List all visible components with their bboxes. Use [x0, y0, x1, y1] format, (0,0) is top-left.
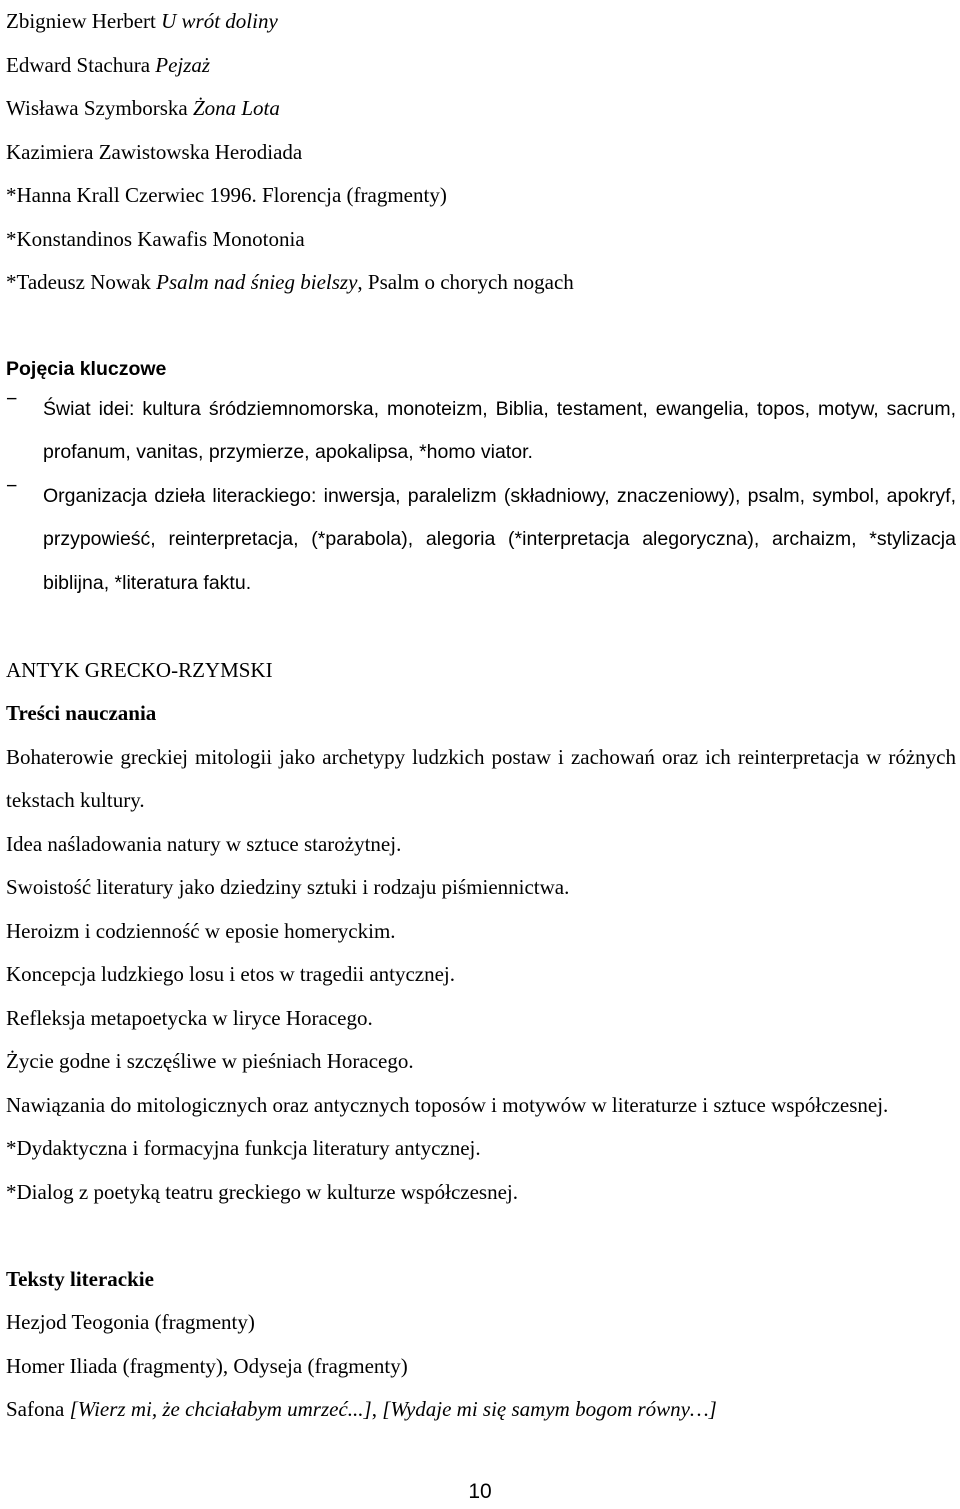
- work-title: Żona Lota: [192, 96, 280, 120]
- reading-item: [6, 87, 956, 131]
- work-title: U wrót doliny: [161, 9, 278, 33]
- work-title: [Wierz mi, że chciałabym umrzeć...]: [69, 1397, 372, 1421]
- reading-item: [6, 131, 956, 175]
- work-title-rest: , Psalm o chorych nogach: [357, 270, 574, 294]
- concept-text: Organizacja dzieła literackiego: inwersja, paralelizm (składniowy, znaczeniowy), psalm, symbol, apokryf, przypowieść, reinterpretacja, (*parabola), alegoria (*interpretacja alegoryczna), archaizm, *stylizacja biblijna, *literatura faktu.: [43, 484, 956, 594]
- work-title: Psalm nad śnieg bielszy: [156, 270, 358, 294]
- content-paragraph: *Dialog z poetyką teatru greckiego w kulturze współczesnej.: [6, 1179, 518, 1204]
- content-paragraph: Swoistość literatury jako dziedziny sztuki i rodzaju piśmiennictwa.: [6, 875, 570, 899]
- content-paragraph: Koncepcja ludzkiego losu i etos w tragedii antycznej.: [6, 962, 456, 986]
- content-paragraph: Nawiązania do mitologicznych oraz antycznych toposów i motywów w literaturze i sztuce współczesnej.: [6, 1092, 889, 1117]
- separator: ,: [371, 1397, 383, 1421]
- content-paragraph: Życie godne i szczęśliwe w pieśniach Horacego.: [6, 1049, 414, 1073]
- section-heading-tresci: Treści nauczania: [6, 701, 157, 725]
- section-heading-teksty: Teksty literackie: [6, 1266, 154, 1291]
- document-page: [6, 0, 956, 1432]
- reading-item: [6, 44, 956, 88]
- page-number: 10: [468, 1480, 492, 1503]
- author-name: *Konstandinos Kawafis Monotonia: [6, 226, 305, 251]
- content-paragraph: Heroizm i codzienność w eposie homeryckim.: [6, 918, 396, 943]
- author-name: *Hanna Krall Czerwiec 1996. Florencja (fragmenty): [6, 183, 447, 207]
- concept-text: Świat idei: kultura śródziemnomorska, monoteizm, Biblia, testament, ewangelia, topos, motyw, sacrum, profanum, vanitas, przymierze, apokalipsa, *homo viator.: [43, 397, 956, 463]
- content-paragraph: Refleksja metapoetycka w liryce Horacego.: [6, 1005, 373, 1030]
- content-paragraph: Bohaterowie greckiej mitologii jako archetypy ludzkich postaw i zachowań oraz ich reinterpretacja w różnych tekstach kultury.: [6, 744, 956, 812]
- concept-item: [6, 475, 956, 606]
- reading-item: [6, 1388, 956, 1432]
- concept-item: [6, 388, 956, 475]
- content-paragraph: *Dydaktyczna i formacyjna funkcja literatury antycznej.: [6, 1136, 481, 1160]
- reading-item: [6, 261, 956, 305]
- author-name: Kazimiera Zawistowska Herodiada: [6, 139, 303, 164]
- work-title: [Wydaje mi się samym bogom równy…]: [382, 1397, 717, 1421]
- author-name: Zbigniew Herbert: [6, 9, 156, 33]
- author-name: Wisława Szymborska: [6, 96, 188, 120]
- reading-item: Homer Iliada (fragmenty), Odyseja (fragmenty): [6, 1353, 408, 1378]
- author-name: Safona: [6, 1397, 70, 1421]
- dash-bullet-icon: −: [6, 474, 18, 497]
- era-heading: ANTYK GRECKO-RZYMSKI: [6, 657, 273, 682]
- reading-item: [6, 218, 956, 262]
- work-title: Pejzaż: [155, 52, 211, 77]
- author-name: *Tadeusz Nowak: [6, 270, 157, 294]
- reading-item: [6, 174, 956, 218]
- reading-item: Hezjod Teogonia (fragmenty): [6, 1310, 255, 1334]
- dash-bullet-icon: −: [6, 387, 18, 410]
- author-name: Edward Stachura: [6, 52, 151, 77]
- section-heading-pojecia: Pojęcia kluczowe: [6, 358, 167, 380]
- reading-item: [6, 0, 956, 44]
- content-paragraph: Idea naśladowania natury w sztuce starożytnej.: [6, 831, 402, 856]
